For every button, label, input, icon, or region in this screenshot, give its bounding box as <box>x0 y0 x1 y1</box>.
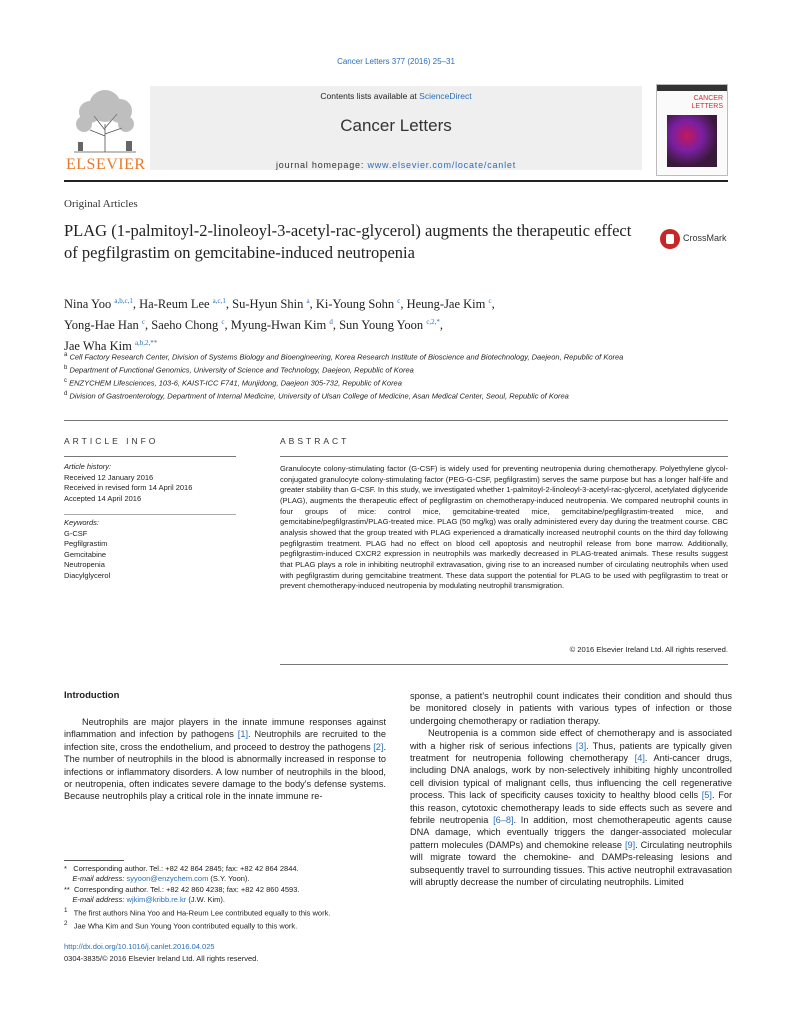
paragraph: Neutrophils are major players in the innate immune responses against inflammation and infection by pathogens [1]. Neutrophils are recruited to the infection site, cross the endothelium, and proceed to destroy the pathogens [2]. The number of neutrophils in the blood is abnormally increased in response to infections or inflammatory disorders. A low number of neutrophils in the blood, or neutropenia, often indicates severe damage to the body's defense systems. Because neutrophils play a critical role in the innate immune re- <box>64 717 387 802</box>
keywords-list: Keywords: G-CSF Pegfilgrastim Gemcitabine Neutropenia Diacylglycerol <box>64 518 236 581</box>
keywords-rule <box>64 514 236 515</box>
journal-homepage-line: journal homepage: www.elsevier.com/locate/canlet <box>275 160 517 170</box>
author[interactable]: Sun Young Yoon $^{c,2,*}$ <box>339 318 440 333</box>
abstract-text: Granulocyte colony-stimulating factor (G-CSF) is widely used for preventing neutropenia during chemotherapy. Polyethylene glycol-conjugated granulocyte colony-stimulating factor (PEG-G-CSF, pegfilgrastim) serves the same purpose but has a longer half-life and greater stability than G-CSF. In this study, we investigated whether 1-palmitoyl-2-linoleoyl-3-acetyl-rac-glycerol, acetylated diglyceride (PLAG), augments the therapeutic effect of pegfilgrastim on chemotherapy-induced neutropenia. We compared neutrophil counts in four groups of mice: control mice, gemcitabine-treated mice, gemcitabine/pegfilgrastim-treated mice, and gemcitabine/pegfilgrastim/PLAG-treated mice. PLAG (50 mg/kg) was orally administered every day during the treatment course. CBC analysis showed that the group treated with PLAG experienced a dramatically increased neutrophil counts on the third day following pegfilgrastim treatment. PLAG had no effect on blood cell apoptosis and neutrophil release from bone marrow. Additionally, pegfilgrastim-induced CXCR2 expression in neutrophils was markedly decreased in PLAG-treated animals. These results suggest that PLAG plays a role in inhibiting neutrophil extravasation, giving rise to an increased number of circulating neutrophils when used with pegfilgrastim during gemcitabine treatment. These data support the potential for PLAG to be used with pegfilgrastim to treat or prevent chemotherapy-induced neutropenia by modulating neutrophil transmigration. <box>280 464 728 591</box>
email-link[interactable]: syyoon@enzychem.com <box>126 874 209 884</box>
cover-title: CANCER LETTERS <box>691 95 723 110</box>
affiliation: $^c$ ENZYCHEM Lifesciences, 103-6, KAIST-ICC F741, Munjidong, Daejeon 305-732, Republic of Korea <box>64 378 402 388</box>
elsevier-tree-icon <box>70 86 140 154</box>
article-title: PLAG (1-palmitoyl-2-linoleoyl-3-acetyl-rac-glycerol) augments the therapeutic effect of pegfilgrastim on gemcitabine-induced neutropenia <box>64 221 632 262</box>
footnote: ** Corresponding author. Tel.: +82 42 860 4238; fax: +82 42 860 4593. <box>64 884 300 894</box>
article-info-heading: ARTICLE INFO <box>64 436 159 446</box>
author[interactable]: Myung-Hwan Kim $^d$ <box>230 318 333 333</box>
crossmark-button[interactable] <box>660 229 740 251</box>
crossmark-label: CrossMark <box>683 233 727 243</box>
citation-link[interactable]: [2] <box>373 741 384 752</box>
journal-cover[interactable] <box>656 84 728 176</box>
section-divider <box>64 420 728 421</box>
author[interactable]: Ha-Reum Lee $^{a,c,1}$ <box>139 297 226 312</box>
footnote: $^1$ The first authors Nina Yoo and Ha-Reum Lee contributed equally to this work. <box>64 906 331 918</box>
introduction-heading: Introduction <box>64 690 120 701</box>
citation-link[interactable]: [9] <box>624 839 636 850</box>
article-info-rule <box>64 456 236 457</box>
citation-link[interactable]: [1] <box>237 729 248 740</box>
issn-line: 0304-3835/© 2016 Elsevier Ireland Ltd. All rights reserved. <box>64 954 259 963</box>
footnote-email: E-mail address: syyoon@enzychem.com (S.Y. Yoon). <box>72 874 250 884</box>
paragraph: Neutropenia is a common side effect of chemotherapy and is associated with a higher risk of serious infections [3]. Thus, patients are typically given treatment for neutropenia following chemotherapy [4]. Anti-cancer drugs, including DNA analogs, work by non-selectively inhibiting highly uncontrolled cell division typical of malignant cells, thus influencing the cell regenerative process. This lack of specificity causes toxicity to healthy blood cells [5]. For this reason, cytotoxic chemotherapy leads to side effects such as severe and febrile neutropenia [6–8]. In addition, most chemotherapeutic agents cause DNA damage, which eventually triggers the danger-associated molecular pattern molecules (DAMPs) and chemokine release [9]. Circulating neutrophils will migrate toward the chemokine- and DAMPs-releasing lesions and subsequently travel to surrounding tissues. This active neutrophil extravasation will abruptly decrease the number of circulating neutrophils. Limited <box>410 728 732 888</box>
author[interactable]: Jae Wha Kim $^{a,b,2,**}$ <box>64 339 158 354</box>
affiliation: $^d$ Division of Gastroenterology, Department of Internal Medicine, University of Ulsan College of Medicine, Asan Medical Center, Seoul, Republic of Korea <box>64 391 569 401</box>
footnotes <box>64 864 394 931</box>
abstract-rule <box>280 456 728 457</box>
citation-link[interactable]: [4] <box>634 753 645 764</box>
author[interactable]: Nina Yoo $^{a,b,c,1}$ <box>64 297 133 312</box>
sciencedirect-link[interactable]: ScienceDirect <box>419 91 472 101</box>
author[interactable]: Yong-Hae Han $^c$ <box>64 318 145 333</box>
abstract-copyright: © 2016 Elsevier Ireland Ltd. All rights reserved. <box>569 645 728 654</box>
author[interactable]: Heung-Jae Kim $^c$ <box>406 297 492 312</box>
footnote: * Corresponding author. Tel.: +82 42 864 2845; fax: +82 42 864 2844. <box>64 864 299 873</box>
publisher-logo-text: ELSEVIER <box>66 156 146 173</box>
abstract-heading: ABSTRACT <box>280 436 350 446</box>
affiliation: $^b$ Department of Functional Genomics, University of Science and Technology, Daejeon, Republic of Korea <box>64 365 414 375</box>
abstract-bottom-rule <box>280 664 728 665</box>
introduction-left-column <box>64 716 386 803</box>
citation-link[interactable]: [5] <box>701 790 712 801</box>
keyword: Neutropenia <box>64 560 105 569</box>
article-history: Article history: Received 12 January 2016 Received in revised form 14 April 2016 Accepted 14 April 2016 <box>64 462 193 503</box>
citation-link[interactable]: [6–8] <box>493 815 514 826</box>
keyword: Diacylglycerol <box>64 570 111 580</box>
affiliations <box>64 350 664 402</box>
doi-link[interactable]: http://dx.doi.org/10.1016/j.canlet.2016.04.025 <box>64 942 215 951</box>
email-link[interactable]: wjkim@kribb.re.kr <box>126 895 187 905</box>
citation-link[interactable]: [3] <box>575 740 587 751</box>
cover-image <box>667 115 717 167</box>
keyword: Gemcitabine <box>64 549 107 559</box>
author[interactable]: Saeho Chong $^c$ <box>151 318 225 333</box>
contents-available-line: Contents lists available at ScienceDirect <box>320 91 472 101</box>
header-divider <box>64 180 728 182</box>
author[interactable]: Ki-Young Sohn $^c$ <box>315 297 401 312</box>
journal-reference[interactable]: Cancer Letters 377 (2016) 25–31 <box>337 57 455 66</box>
affiliation: $^a$ Cell Factory Research Center, Division of Systems Biology and Bioengineering, Korea Research Institute of Bioscience and Biotechnology, Daejeon, Republic of Korea <box>64 352 624 362</box>
elsevier-logo[interactable] <box>66 86 144 176</box>
footnote-rule <box>64 860 124 861</box>
footnote-email: E-mail address: wjkim@kribb.re.kr (J.W. Kim). <box>72 895 225 905</box>
cover-top-bar <box>657 85 727 91</box>
keyword: G-CSF <box>64 528 88 538</box>
journal-header-panel <box>150 86 642 170</box>
author[interactable]: Su-Hyun Shin $^a$ <box>232 297 310 312</box>
crossmark-icon <box>660 229 680 249</box>
article-type: Original Articles <box>64 198 138 210</box>
journal-homepage-link[interactable]: www.elsevier.com/locate/canlet <box>367 160 517 170</box>
keyword: Pegfilgrastim <box>64 539 108 548</box>
author-list: Nina Yoo $^{a,b,c,1}$, Ha-Reum Lee $^{a,c,1}$, Su-Hyun Shin $^a$, Ki-Young Sohn $^c$, Heung-Jae Kim $^c$, Yong-Hae Han $^c$, Saeho Chong $^c$, Myung-Hwan Kim $^d$, Sun Young Yoon $^{c,2,*}$, Jae Wha Kim $^{a,b,2,**}$ <box>64 297 495 354</box>
footnote: $^2$ Jae Wha Kim and Sun Young Yoon contributed equally to this work. <box>64 919 298 931</box>
paragraph: sponse, a patient's neutrophil count indicates their condition and should thus be monitored closely in patients with various types of infection or those undergoing chemotherapy or radiation therapy. <box>410 691 732 726</box>
introduction-right-column <box>410 690 732 889</box>
journal-title: Cancer Letters <box>340 116 452 135</box>
